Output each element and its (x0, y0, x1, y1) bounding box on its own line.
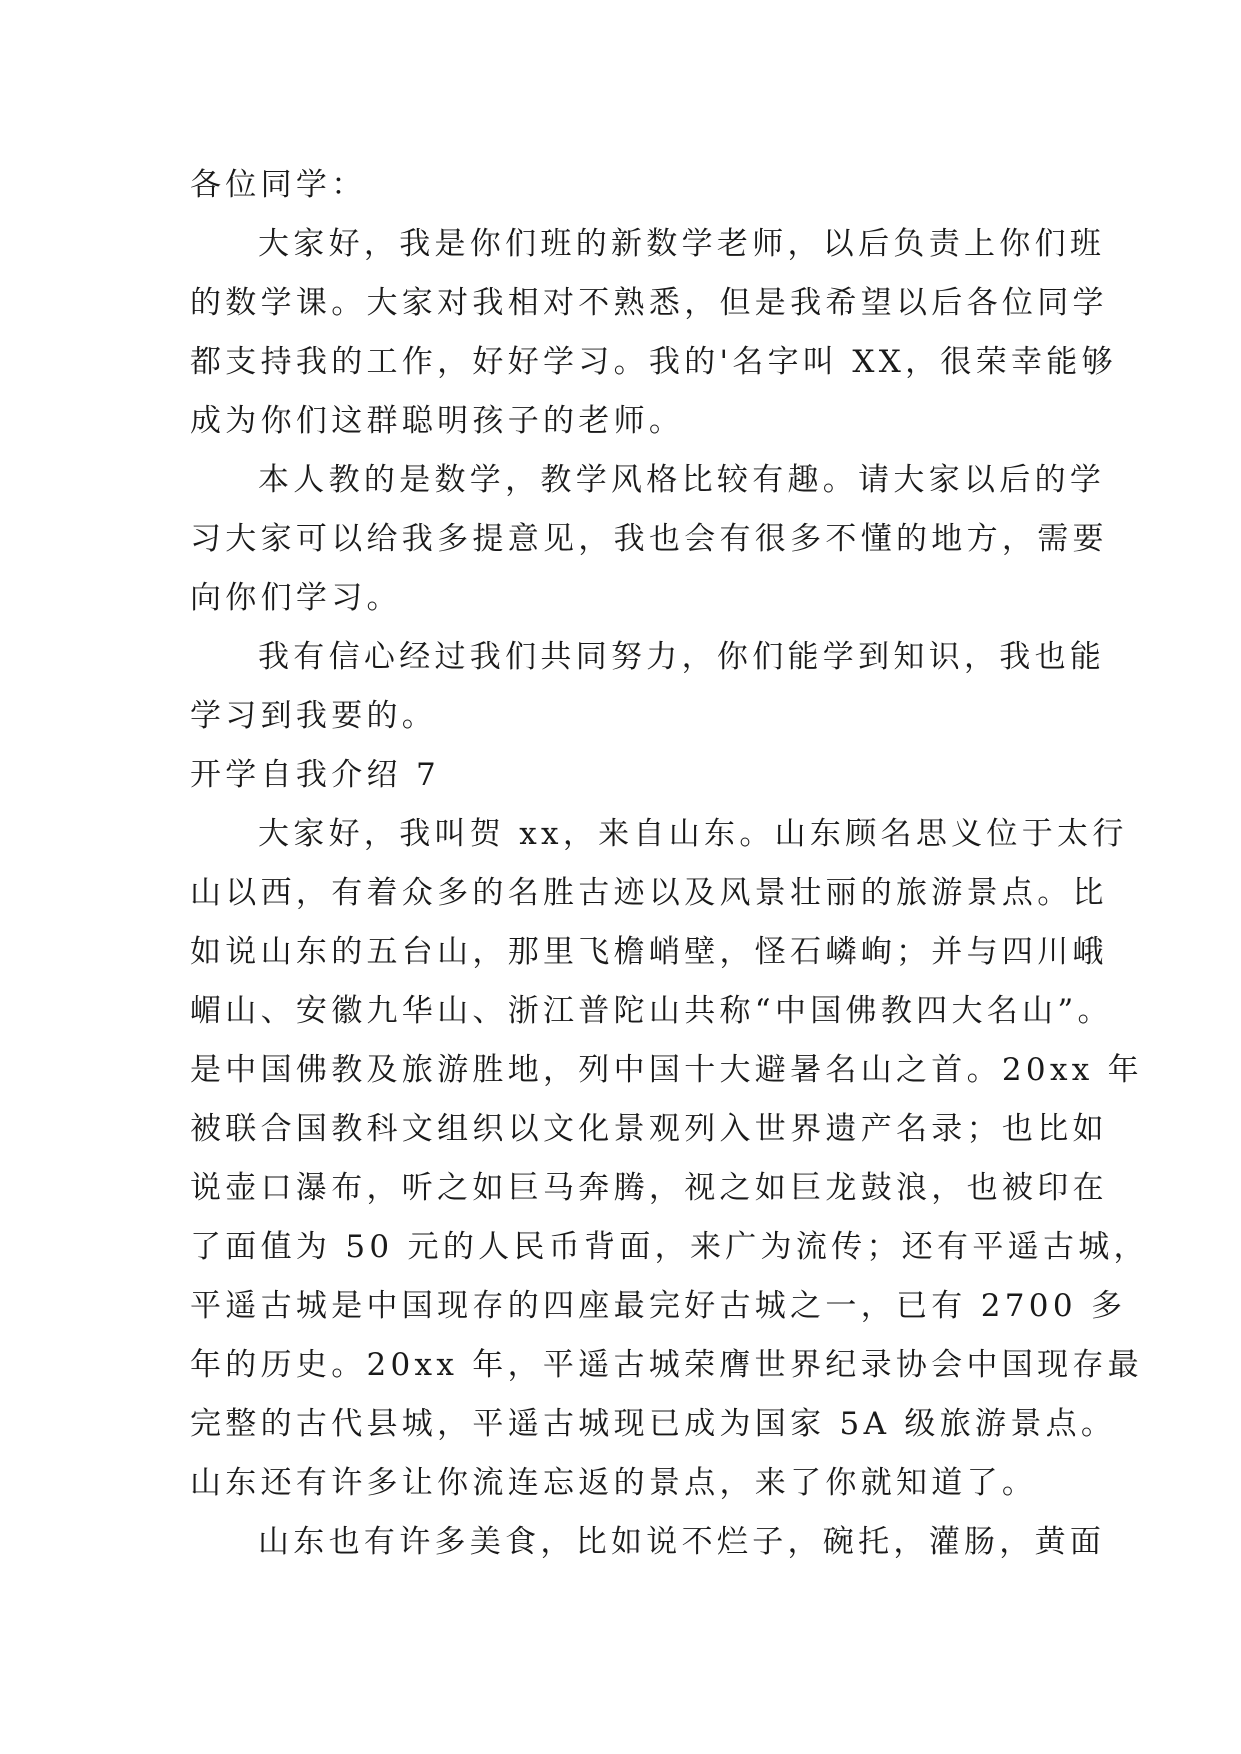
text-line: 各位同学： (190, 167, 367, 203)
text-line: 如说山东的五台山，那里飞檐峭壁，怪石嶙峋；并与四川峨 (190, 934, 1108, 970)
text-line: 都支持我的工作，好好学习。我的'名字叫 XX，很荣幸能够 (190, 344, 1117, 380)
text-line: 嵋山、安徽九华山、浙江普陀山共称“中国佛教四大名山”。 (190, 993, 1113, 1029)
text-line: 年的历史。20xx 年，平遥古城荣膺世界纪录协会中国现存最 (190, 1347, 1143, 1383)
section-heading: 开学自我介绍 7 (190, 757, 440, 793)
text-line: 被联合国教科文组织以文化景观列入世界遗产名录；也比如 (190, 1111, 1108, 1147)
text-line: 向你们学习。 (190, 580, 402, 616)
text-line: 的数学课。大家对我相对不熟悉，但是我希望以后各位同学 (190, 285, 1108, 321)
paragraph-first-line: 大家好，我叫贺 xx，来自山东。山东顾名思义位于太行 (258, 816, 1128, 852)
text-line: 山以西，有着众多的名胜古迹以及风景壮丽的旅游景点。比 (190, 875, 1108, 911)
text-line: 完整的古代县城，平遥古城现已成为国家 5A 级旅游景点。 (190, 1406, 1117, 1442)
text-line: 习大家可以给我多提意见，我也会有很多不懂的地方，需要 (190, 521, 1108, 557)
text-line: 是中国佛教及旅游胜地，列中国十大避暑名山之首。20xx 年 (190, 1052, 1143, 1088)
text-line: 学习到我要的。 (190, 698, 438, 734)
paragraph-first-line: 我有信心经过我们共同努力，你们能学到知识，我也能 (258, 639, 1106, 675)
text-line: 成为你们这群聪明孩子的老师。 (190, 403, 685, 439)
document-body (190, 156, 1149, 1572)
text-line: 平遥古城是中国现存的四座最完好古城之一，已有 2700 多 (190, 1288, 1127, 1324)
paragraph-first-line: 大家好，我是你们班的新数学老师，以后负责上你们班 (258, 226, 1106, 262)
text-line: 山东还有许多让你流连忘返的景点，来了你就知道了。 (190, 1465, 1038, 1501)
paragraph-first-line: 本人教的是数学，教学风格比较有趣。请大家以后的学 (258, 462, 1106, 498)
text-line: 了面值为 50 元的人民币背面，来广为流传；还有平遥古城， (190, 1229, 1149, 1265)
text-line: 说壶口瀑布，听之如巨马奔腾，视之如巨龙鼓浪，也被印在 (190, 1170, 1108, 1206)
paragraph-first-line: 山东也有许多美食，比如说不烂子，碗托，灌肠，黄面 (258, 1524, 1106, 1560)
